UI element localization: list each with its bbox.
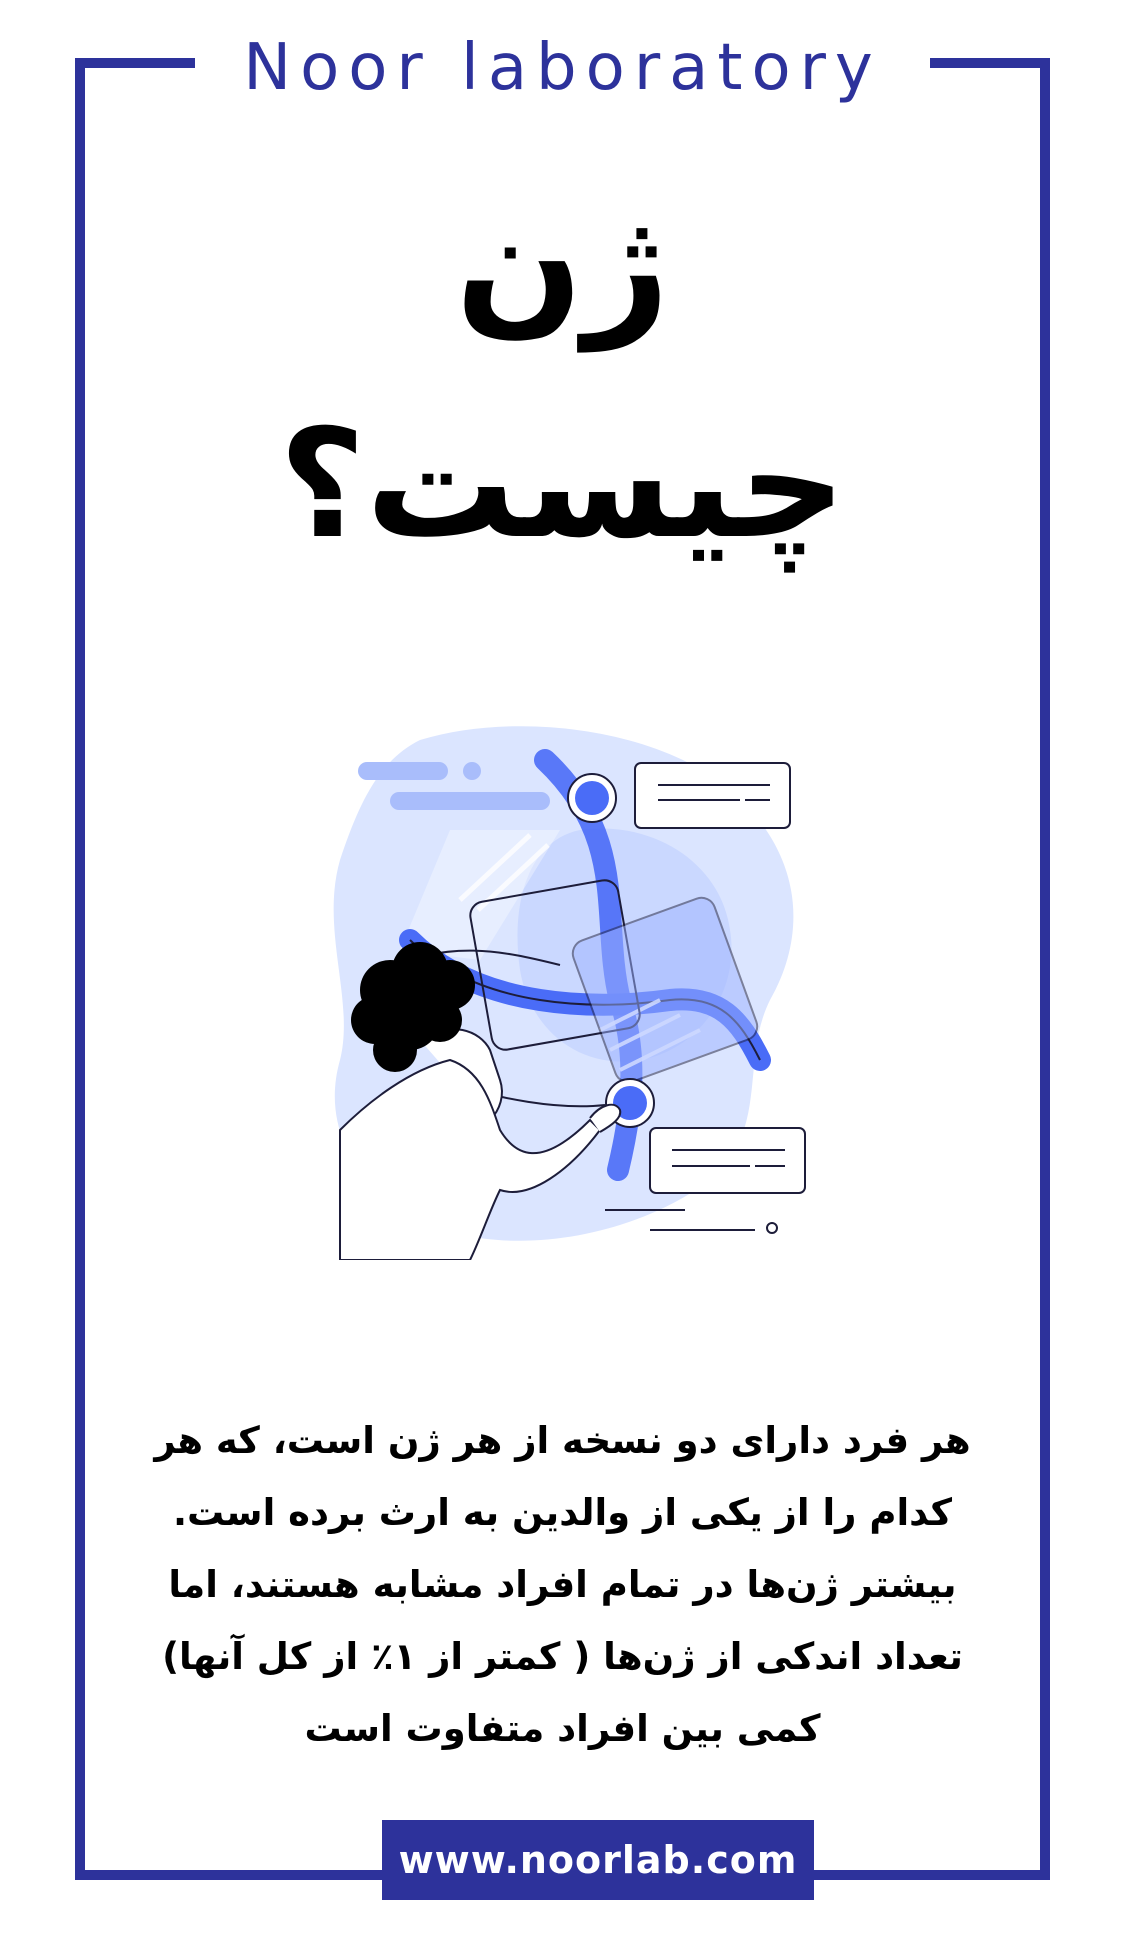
description-line: کدام را از یکی از والدین به ارث برده است.: [172, 1491, 953, 1534]
website-badge[interactable]: [382, 1820, 814, 1900]
page-title-line-2: چیست؟: [278, 398, 847, 572]
frame-left: [75, 58, 85, 1880]
description-line: کمی بین افراد متفاوت است: [304, 1707, 821, 1750]
description-line: هر فرد دارای دو نسخه از هر ژن است، که هر: [154, 1419, 971, 1462]
frame-right: [1040, 58, 1050, 1880]
dna-researcher-illustration: [300, 700, 860, 1260]
page-title-line-1: ژن: [455, 178, 670, 352]
description-paragraph: [150, 1405, 975, 1780]
frame-top-left: [75, 58, 195, 68]
description-line: تعداد اندکی از ژن‌ها ( کمتر از ۱٪ از کل آنها): [162, 1635, 963, 1678]
description-line: بیشتر ژن‌ها در تمام افراد مشابه هستند، اما: [168, 1563, 957, 1606]
website-link[interactable]: www.noorlab.com: [398, 1838, 798, 1882]
frame-top-right: [930, 58, 1050, 68]
brand-title: Noor laboratory: [243, 31, 882, 105]
